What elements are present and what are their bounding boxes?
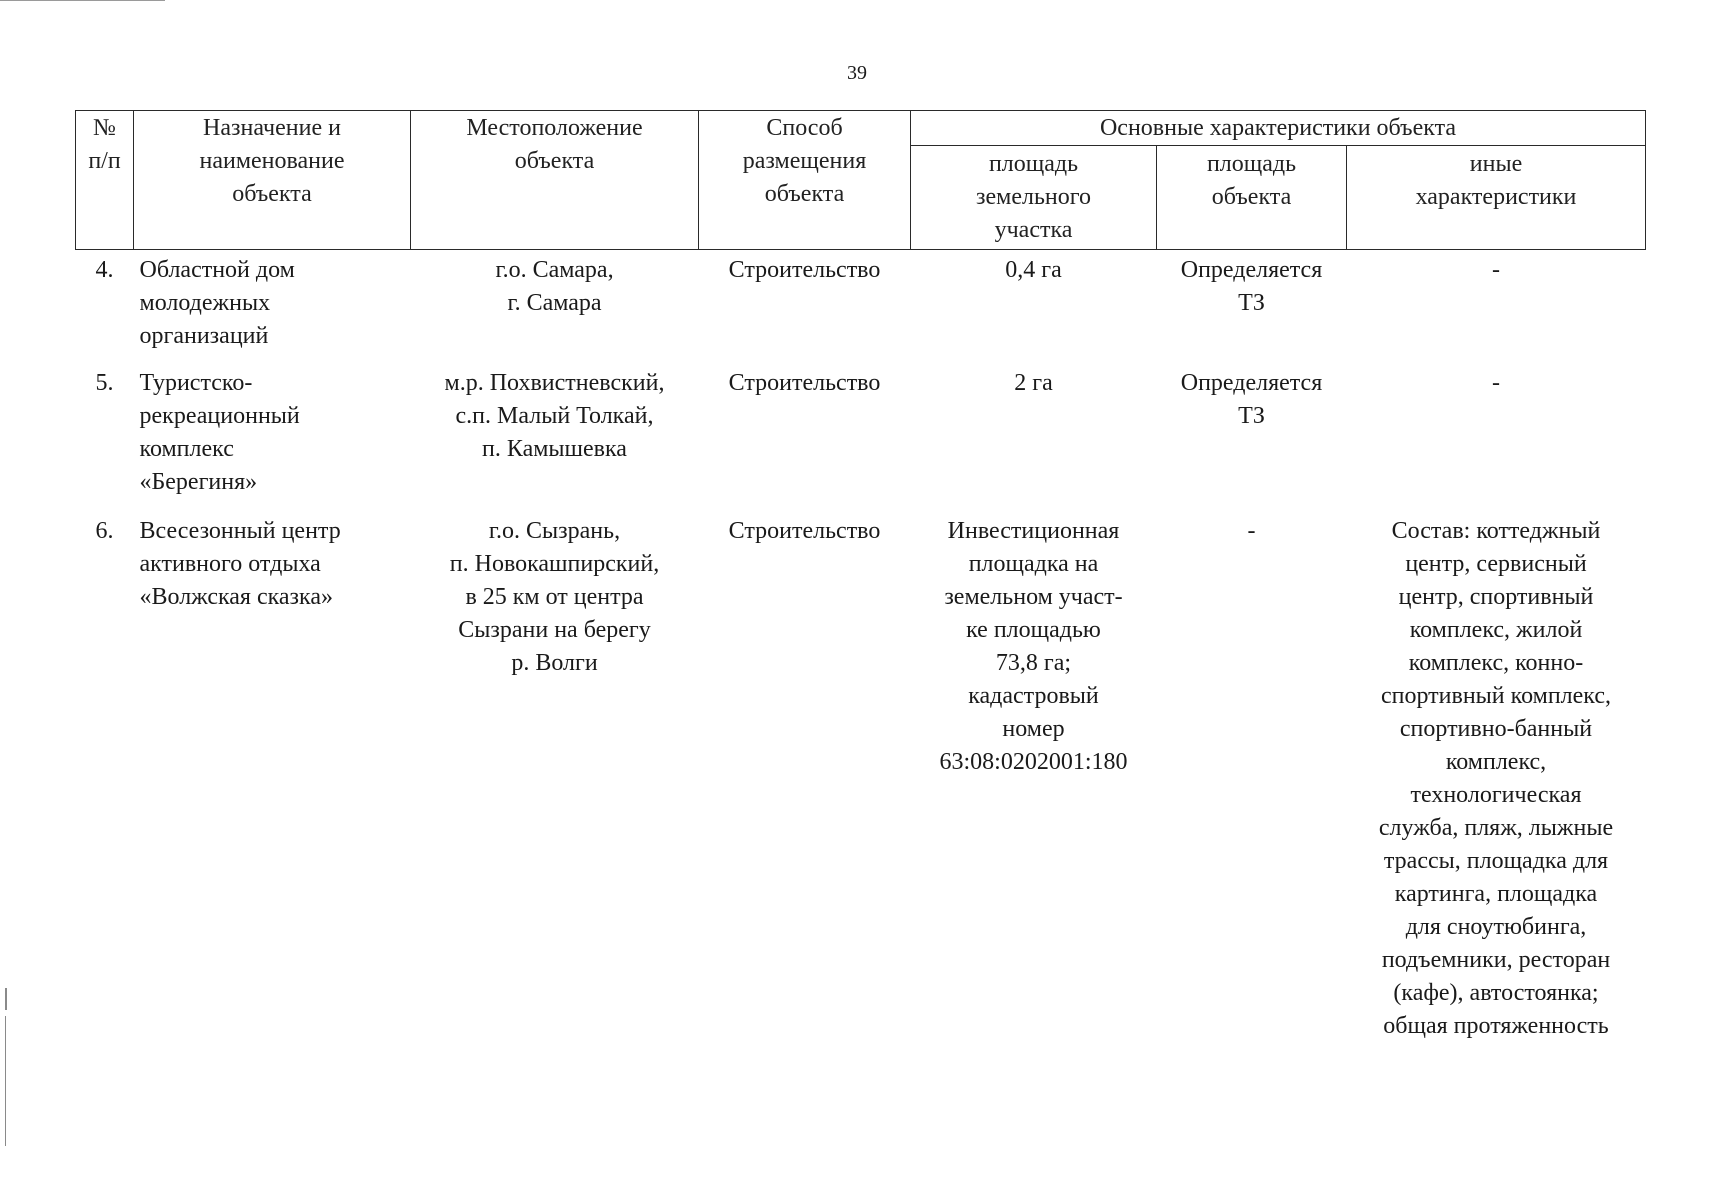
row-other: - — [1492, 370, 1500, 396]
header-land-area: площадь земельного участка — [911, 146, 1157, 250]
header-characteristics-group: Основные характеристики объекта — [911, 111, 1646, 146]
row-num: 5. — [95, 370, 114, 396]
margin-mark — [5, 1016, 6, 1146]
row-land-area: 2 га — [1014, 370, 1053, 396]
header-object-area: площадь объекта — [1157, 146, 1347, 250]
row-object-area: Определяется ТЗ — [1180, 370, 1323, 429]
header-method: Способ размещения объекта — [699, 111, 911, 250]
row-land-area: Инвестиционная площадка на земельном участ- ке площадью 73,8 га; кадастровый номер 63:08:0202001:180 — [939, 518, 1128, 775]
row-num: 6. — [95, 518, 114, 544]
header-other: иные характеристики — [1347, 146, 1646, 250]
row-method: Строительство — [728, 370, 881, 396]
row-num: 4. — [95, 257, 114, 283]
margin-mark — [5, 988, 7, 1010]
row-name: Туристско- рекреационный комплекс «Берегиня» — [139, 370, 300, 495]
header-num: № п/п — [76, 111, 134, 250]
table-row — [76, 509, 1646, 1043]
row-name: Всесезонный центр активного отдыха «Волжская сказка» — [139, 518, 341, 610]
row-name: Областной дом молодежных организаций — [139, 257, 295, 349]
row-location: м.р. Похвистневский, с.п. Малый Толкай, п. Камышевка — [444, 370, 665, 462]
row-method: Строительство — [728, 257, 881, 283]
row-other: - — [1492, 257, 1500, 283]
page-number: 39 — [847, 62, 867, 84]
row-other: Состав: коттеджный центр, сервисный центр, спортивный комплекс, жилой комплекс, конно- спортивный комплекс, спортивно-банный комплекс, технологическая служба, пляж, лыжные трассы, площадка для картинга, площадка для сноутюбинга, подъемники, ресторан (кафе), автостоянка; общая протяженность — [1378, 518, 1614, 1039]
row-method: Строительство — [728, 518, 881, 544]
table-row — [76, 363, 1646, 509]
row-object-area: Определяется ТЗ — [1180, 257, 1323, 316]
row-land-area: 0,4 га — [1005, 257, 1062, 283]
header-name: Назначение и наименование объекта — [134, 111, 411, 250]
table-row — [76, 250, 1646, 364]
objects-table — [75, 110, 1646, 1043]
row-location: г.о. Сызрань, п. Новокашпирский, в 25 км от центра Сызрани на берегу р. Волги — [449, 518, 660, 676]
row-object-area: - — [1247, 518, 1256, 544]
row-location: г.о. Самара, г. Самара — [495, 257, 614, 316]
page-top-rule — [0, 0, 165, 1]
header-location: Местоположение объекта — [411, 111, 699, 250]
